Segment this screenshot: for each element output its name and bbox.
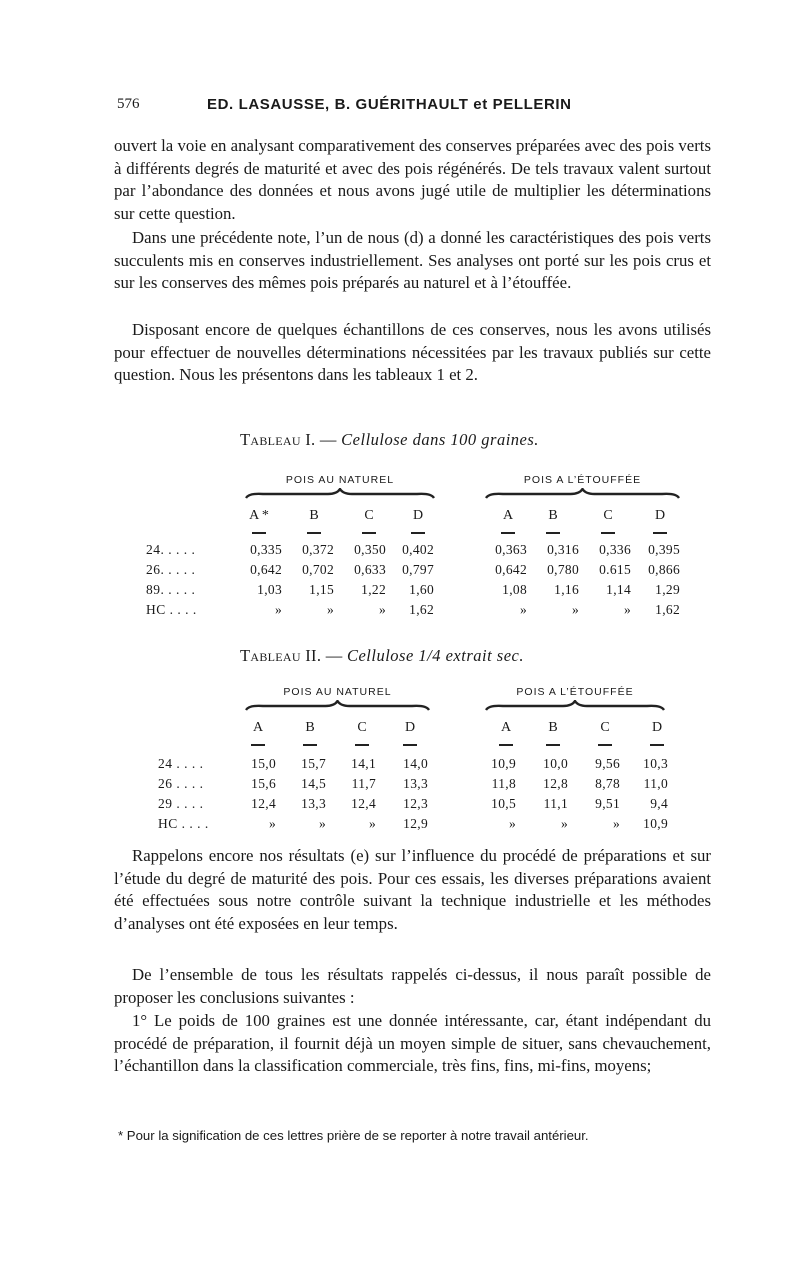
column-header: C [364, 508, 374, 523]
table-cell: » [571, 602, 579, 617]
table-cell: 11,8 [491, 776, 516, 791]
column-dash [362, 532, 376, 534]
table-cell: » [623, 602, 631, 617]
table-cell: » [508, 816, 516, 831]
brace-etouffee [485, 700, 665, 712]
table-cell: 0.615 [599, 562, 631, 577]
paragraph-2: Dans une précédente note, l’un de nous (d) a donné les caractéristiques des pois verts succulents mis en conserves industriellement. Ses analyses ont porté sur les pois crus et sur les conserves des mêmes pois préparés au naturel et à l’étouffée. [114, 228, 711, 293]
table-cell: 0,372 [302, 542, 334, 557]
table-cell: 13,3 [403, 776, 428, 791]
table-cell: 10,9 [491, 756, 516, 771]
table-cell: 13,3 [301, 796, 326, 811]
table-cell: 1,03 [257, 582, 282, 597]
table-2-caption-title: Cellulose 1/4 extrait sec. [346, 646, 525, 665]
column-dash [598, 744, 612, 746]
column-dash [501, 532, 515, 534]
column-header: A * [249, 508, 269, 523]
table-cell: » [612, 816, 620, 831]
table-1-caption-title: Cellulose dans 100 graines. [341, 430, 539, 449]
table-cell: 1,62 [409, 602, 434, 617]
column-header: C [357, 720, 367, 735]
column-dash [499, 744, 513, 746]
table-cell: 8,78 [595, 776, 620, 791]
table-cell: 0,350 [354, 542, 386, 557]
table-2-caption [240, 646, 524, 666]
table-cell: 12,4 [351, 796, 376, 811]
table-cell: 0,866 [648, 562, 680, 577]
row-label: 24. . . . . [146, 542, 196, 557]
table-cell: 9,51 [595, 796, 620, 811]
group-label-naturel: POIS AU NATUREL [285, 474, 395, 486]
brace-naturel [245, 488, 435, 500]
row-label: 26. . . . . [146, 562, 196, 577]
column-dash [653, 532, 667, 534]
brace-naturel [245, 700, 430, 712]
column-dash [303, 744, 317, 746]
group-label-naturel: POIS AU NATUREL [283, 686, 392, 698]
row-label: 89. . . . . [146, 582, 196, 597]
row-label: 26 . . . . [158, 776, 204, 791]
table-cell: 10,3 [643, 756, 668, 771]
table-cell: 1,22 [361, 582, 386, 597]
column-header: C [603, 508, 613, 523]
column-dash [601, 532, 615, 534]
paragraph-6: 1° Le poids de 100 graines est une donnée intéressante, car, étant indépendant du procédé de préparation, il fournit déjà un moyen simple de situer, sans chevauchement, l’échantillon dans la classification commerciale, très fins, fins, mi-fins, moyens; [114, 1011, 711, 1076]
table-cell: 10,5 [491, 796, 516, 811]
table-cell: 0,316 [547, 542, 579, 557]
footnote: * Pour la signification de ces lettres prière de se reporter à notre travail antérieur. [118, 1128, 589, 1143]
table-cell: 1,16 [554, 582, 579, 597]
table-cell: 0,402 [402, 542, 434, 557]
group-label-etouffee: POIS A L’ÉTOUFFÉE [516, 686, 634, 698]
column-header: B [305, 720, 315, 735]
table-cell: 0,336 [599, 542, 631, 557]
table-2-caption-label: Tableau II. — [240, 646, 343, 665]
column-header: A [252, 720, 264, 735]
table-cell: 10,0 [543, 756, 568, 771]
column-header: B [548, 508, 558, 523]
table-cell: 11,1 [543, 796, 568, 811]
table-1-caption [240, 430, 539, 450]
column-header: D [412, 508, 424, 523]
page-header [117, 96, 711, 120]
table-cell: 1,14 [606, 582, 631, 597]
column-header: B [548, 720, 558, 735]
table-cell: 0,363 [495, 542, 527, 557]
table-cell: 12,3 [403, 796, 428, 811]
table-cell: 1,08 [502, 582, 527, 597]
table-cell: 0,702 [302, 562, 334, 577]
table-cell: 11,7 [351, 776, 376, 791]
running-head: ED. LASAUSSE, B. GUÉRITHAULT et PELLERIN [207, 96, 572, 113]
table-cell: 1,15 [309, 582, 334, 597]
paragraph-5: De l’ensemble de tous les résultats rappelés ci-dessus, il nous paraît possible de proposer les conclusions suivantes : [114, 965, 711, 1007]
table-cell: 15,7 [301, 756, 326, 771]
column-header: B [309, 508, 319, 523]
table-cell: 12,9 [403, 816, 428, 831]
table-cell: » [326, 602, 334, 617]
table-cell: 14,1 [351, 756, 376, 771]
column-header: D [651, 720, 663, 735]
table-cell: 9,4 [650, 796, 668, 811]
row-label: HC . . . . [146, 602, 197, 617]
table-cell: 12,4 [251, 796, 276, 811]
table-cell: 15,6 [251, 776, 276, 791]
column-dash [546, 532, 560, 534]
table-cell: » [268, 816, 276, 831]
table-cell: » [274, 602, 282, 617]
table-cell: » [318, 816, 326, 831]
paragraph-4: Rappelons encore nos résultats (e) sur l’influence du procédé de préparations et sur l’étude du degré de maturité des pois. Pour ces essais, les diverses préparations avaient été effectuées sous notre contrôle suivant la technique industrielle et les méthodes d’analyses ont été exposées en leur temps. [114, 846, 711, 933]
column-dash [252, 532, 266, 534]
row-label: HC . . . . [158, 816, 209, 831]
column-header: A [502, 508, 514, 523]
column-dash [546, 744, 560, 746]
column-dash [355, 744, 369, 746]
column-dash [411, 532, 425, 534]
table-cell: 0,642 [495, 562, 527, 577]
table-cell: 0,797 [402, 562, 434, 577]
paragraph-1: ouvert la voie en analysant comparativement des conserves préparées avec des pois verts à différents degrés de maturité et avec des pois régénérés. De tels travaux valent surtout par l’abondance des données et nous avons jugé utile de multiplier les déterminations sur cette question. [114, 136, 711, 223]
column-dash [403, 744, 417, 746]
table-cell: » [368, 816, 376, 831]
row-label: 29 . . . . [158, 796, 204, 811]
column-dash [251, 744, 265, 746]
table-cell: 15,0 [251, 756, 276, 771]
table-cell: 14,0 [403, 756, 428, 771]
table-cell: 0,780 [547, 562, 579, 577]
table-cell: 10,9 [643, 816, 668, 831]
table-cell: » [378, 602, 386, 617]
column-header: D [404, 720, 416, 735]
column-header: D [654, 508, 666, 523]
table-cell: 0,642 [250, 562, 282, 577]
table-cell: 12,8 [543, 776, 568, 791]
table-cell: 11,0 [643, 776, 668, 791]
column-header: C [600, 720, 610, 735]
table-cell: 1,29 [655, 582, 680, 597]
column-dash [650, 744, 664, 746]
row-label: 24 . . . . [158, 756, 204, 771]
table-cell: 9,56 [595, 756, 620, 771]
table-cell: 0,633 [354, 562, 386, 577]
table-cell: 0,335 [250, 542, 282, 557]
table-cell: » [560, 816, 568, 831]
table-cell: 0,395 [648, 542, 680, 557]
paragraph-3: Disposant encore de quelques échantillons de ces conserves, nous les avons utilisés pour effectuer de nouvelles déterminations nécessitées par les travaux publiés sur cette question. Nous les présentons dans les tableaux 1 et 2. [114, 320, 711, 385]
brace-etouffee [485, 488, 680, 500]
column-header: A [500, 720, 512, 735]
group-label-etouffee: POIS A L’ÉTOUFFÉE [523, 474, 642, 486]
table-1-caption-label: Tableau I. — [240, 430, 337, 449]
page-number: 576 [117, 96, 140, 112]
table-cell: 14,5 [301, 776, 326, 791]
table-cell: 1,62 [655, 602, 680, 617]
table-cell: 1,60 [409, 582, 434, 597]
column-dash [307, 532, 321, 534]
table-cell: » [519, 602, 527, 617]
